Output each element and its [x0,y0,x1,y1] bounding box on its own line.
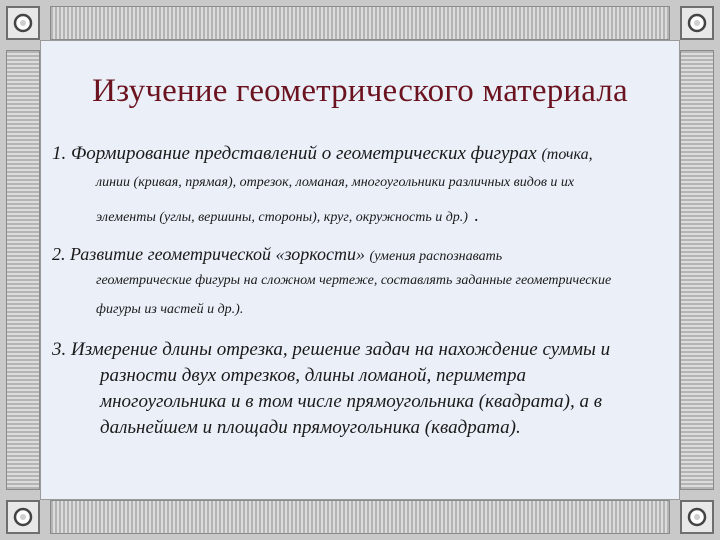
item2-paren-text: (умения распознавать [369,249,503,264]
frame-bottom-bar [50,500,670,534]
item3-line4: дальнейшем и площади прямоугольника (квадрата). [100,417,521,438]
item2-main-text: 2. Развитие геометрической «зоркости» [52,244,366,264]
item3-paragraph [52,337,682,441]
item1-main-text: 1. Формирование представлений о геометрических фигурах [52,143,537,164]
item2-heading [52,244,682,265]
ring-corner-icon [680,6,714,40]
item1-detail-line3-text: элементы (углы, вершины, стороны), круг, окружность и др.) [96,210,468,225]
frame-left-bar [6,50,40,490]
ring-corner-icon [680,500,714,534]
item2-detail-line2: геометрические фигуры на сложном чертеже, составлять заданные геометрические [96,273,612,288]
item1-paren-text: (точка, [541,146,593,163]
frame-top-bar [50,6,670,40]
ring-corner-icon [6,500,40,534]
item3-line1: 3. Измерение длины отрезка, решение задач на нахождение суммы и [52,339,611,360]
slide-title: Изучение геометрического материала [92,73,628,109]
item2-detail-line3: фигуры из частей и др.). [96,302,244,317]
item3-line3: многоугольника и в том числе прямоугольника (квадрата), а в [100,391,602,412]
item3-line2: разности двух отрезков, длины ломаной, периметра [100,365,526,386]
item1-detail-line2: линии (кривая, прямая), отрезок, ломаная, многоугольники различных видов и их [96,175,575,190]
item1-dot: . [473,205,479,225]
ring-corner-icon [6,6,40,40]
item1-detail-line3 [96,205,686,226]
frame-right-bar [680,50,714,490]
item1-heading [52,143,682,165]
